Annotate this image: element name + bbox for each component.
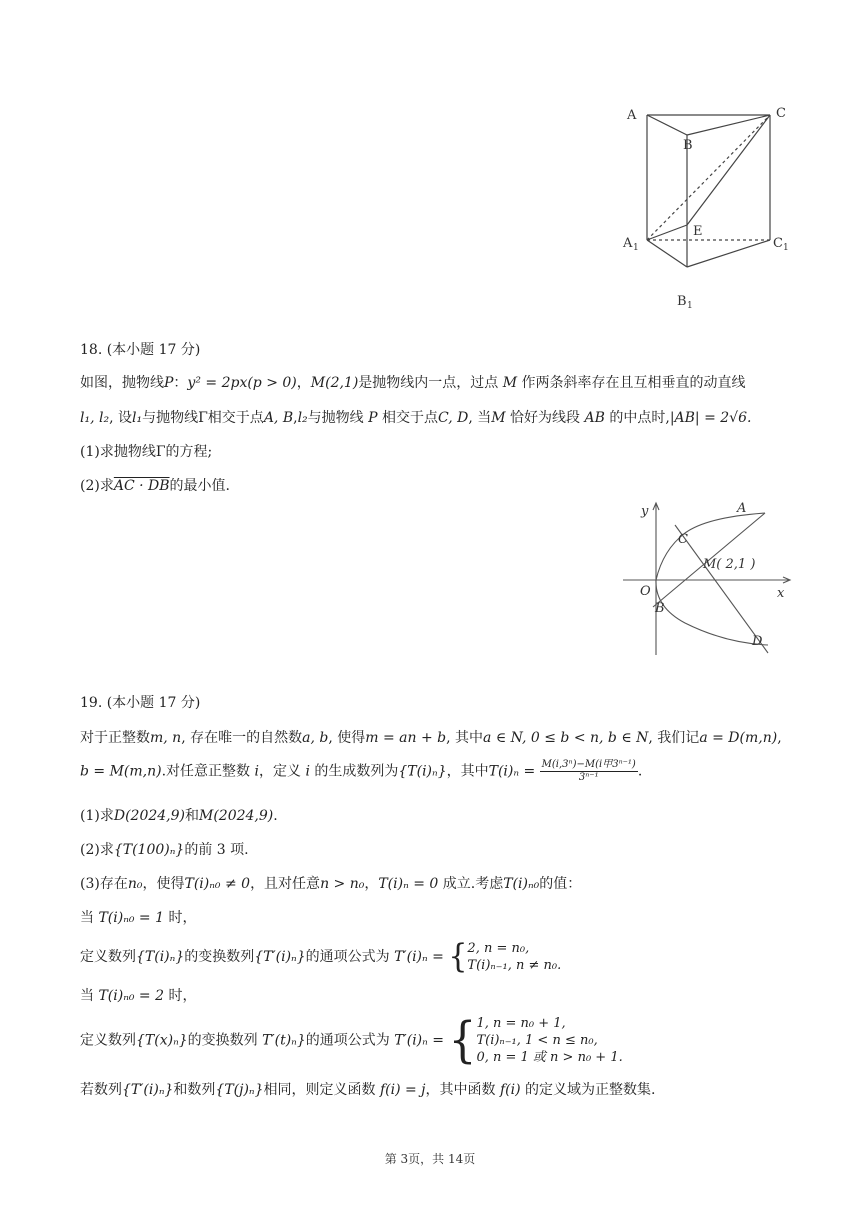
prism-label-A1-sub: 1 [633,243,639,253]
q19-header: 19. (本小题 17 分) [80,695,201,711]
vector-expression: AC · DB [113,478,170,494]
math: AB [584,410,605,426]
text: , 当 [468,410,492,426]
q19-def1 [80,937,562,976]
text: 如图，抛物线 [80,375,164,391]
math: C, D [438,410,469,426]
prism-label-C1: C [773,236,783,251]
text: , [293,410,298,426]
point-label-C: C [678,532,688,547]
math: T(i)ₙ₀ = 1 [98,910,165,926]
text: 是抛物线内一点，过点 [358,375,499,391]
math: T(i)ₙ = [488,763,536,780]
page-footer: 第 3页，共 14页 [384,1152,476,1166]
text: 的生成数列为 [314,763,399,780]
prism-label-A: A [627,108,637,123]
q19-line1 [80,728,782,748]
text: 当 [80,910,94,926]
text: , 使得 [328,730,366,746]
text: ，使得 [142,876,185,892]
text: 和数列 [173,1082,216,1098]
text: ， [364,876,379,892]
text: 的前 3 项. [184,842,249,858]
text: (2)求 [80,842,114,858]
prism-label-A1: A [623,236,633,251]
brace: { [448,937,468,976]
text: ，其中函数 [425,1082,496,1098]
point-label-D: D [752,634,763,649]
point-label-B: B [655,601,665,616]
q19-def2 [80,1011,623,1068]
text: . [273,808,278,824]
math: a, b [302,730,329,746]
math: P [164,375,174,391]
math: |AB| = 2√6. [669,410,752,426]
text: 定义数列 [80,949,136,965]
math: M [502,375,518,391]
math: T(i)ₙ₀ = 2 [98,988,165,1004]
math: M(2,1) [310,375,359,391]
math: l₁, l₂ [80,410,110,426]
math: M(2024,9) [198,808,274,824]
case-line: T(i)ₙ₋₁, n ≠ n₀. [467,958,562,973]
case-line: 0, n = 1 或 n > n₀ + 1. [476,1050,623,1065]
math: D(2024,9) [113,808,185,824]
parabola-figure [615,495,800,660]
text: 的变换数列 [184,949,255,965]
prism-label-C1-sub: 1 [783,243,789,253]
math: {T′(i)ₙ} [254,949,306,965]
case-line: 1, n = n₀ + 1, [476,1016,566,1031]
axis-label-x: x [777,586,785,601]
math: i [305,763,310,780]
math: T′(t)ₙ} [262,1032,306,1049]
text: , 存在唯一的自然数 [181,730,303,746]
text: ，定义 [258,763,301,780]
text: 的通项公式为 [305,1032,390,1049]
text: 和 [184,808,199,824]
case-line: T(i)ₙ₋₁, 1 < n ≤ n₀, [476,1033,598,1048]
point-label-A: A [737,501,747,516]
math: M [491,410,506,426]
text: , 其中 [446,730,484,746]
math: {T(j)ₙ} [215,1082,264,1098]
text: 恰好为线段 [510,410,581,426]
text: .对任意正整数 [161,763,251,780]
text: (3)存在 [80,876,128,892]
axis-label-y: y [641,504,649,519]
text: 成立.考虑 [442,876,504,892]
math: {T(100)ₙ} [113,842,185,858]
text: 与抛物线 [307,410,364,426]
prism-figure [615,95,800,315]
text: ， [296,375,311,391]
math: T′(i)ₙ = [394,949,444,965]
text: 与抛物线Γ相交于点 [142,410,264,426]
origin-label: O [640,584,651,599]
text: 的值： [539,876,582,892]
text: 的通项公式为 [305,949,390,965]
math: n₀ [127,876,143,892]
text: ： [173,375,188,391]
math: {T(x)ₙ} [136,1032,188,1049]
math: l₂ [297,410,308,426]
text: 时， [168,910,197,926]
text: ，且对任意 [250,876,321,892]
q18-part1: (1)求抛物线Γ的方程; [80,444,213,460]
text: 的中点时, [609,410,670,426]
q18-part2 [80,476,230,496]
piecewise-cases [467,940,561,974]
numerator: M(i,3ⁿ)−M(i甲3ⁿ⁻¹) [541,759,636,770]
text: . [637,763,643,780]
math: m, n [150,730,182,746]
q19-case1 [80,908,196,928]
text: , [777,730,782,746]
text: (2)求 [80,478,114,494]
q19-case2 [80,986,196,1006]
text: 作两条斜率存在且互相垂直的动直线 [521,375,746,391]
prism-label-E: E [693,224,703,239]
math: f(i) = j [379,1082,426,1098]
text: , 我们记 [648,730,700,746]
case-line: 2, n = n₀, [467,941,530,956]
math: {T(i)ₙ} [398,763,447,780]
text: 的最小值. [169,478,230,494]
fraction [540,759,638,784]
math: n > n₀ [320,876,365,892]
prism-label-B: B [683,138,693,153]
math: T′(i)ₙ = [394,1032,444,1049]
prism-label-B1-sub: 1 [687,301,693,311]
q19-part2 [80,840,249,860]
text: 若数列 [80,1082,122,1098]
q18-line1 [80,373,746,393]
math: b = M(m,n) [80,763,162,780]
math: T(i)ₙ₀ [503,876,540,892]
text: ，其中 [446,763,489,780]
q19-part1 [80,806,278,826]
q18-header: 18. (本小题 17 分) [80,342,201,358]
math: a = D(m,n) [699,730,778,746]
denominator: 3ⁿ⁻¹ [578,772,599,783]
math: a ∈ N, 0 ≤ b < n, b ∈ N [483,730,649,746]
text: (1)求 [80,808,114,824]
text: 时， [168,988,197,1004]
text: 相交于点 [382,410,438,426]
math: y² = 2px(p > 0) [187,375,297,391]
math: i [254,763,259,780]
q19-part3 [80,874,581,894]
piecewise-cases [476,1015,622,1066]
math: T(i)ₙ₀ ≠ 0 [184,876,251,892]
math: f(i) [499,1082,521,1098]
text: , 设 [109,410,132,426]
prism-label-B1: B [677,294,687,309]
text: 对于正整数 [80,730,150,746]
q19-last [80,1080,655,1100]
text: 的变换数列 [187,1032,258,1049]
math: l₁ [132,410,143,426]
q18-line2 [80,408,751,428]
text: 相同，则定义函数 [263,1082,376,1098]
text: 定义数列 [80,1032,136,1049]
q19-line2 [80,759,642,784]
math: A, B [263,410,294,426]
text: 的定义域为正整数集. [525,1082,656,1098]
math: {T′(i)ₙ} [122,1082,174,1098]
math: m = an + b [365,730,447,746]
point-label-M: M( 2,1 ) [703,557,756,572]
text: 当 [80,988,94,1004]
math: T(i)ₙ = 0 [378,876,439,892]
math: {T(i)ₙ} [136,949,185,965]
math: P [368,410,378,426]
prism-label-C: C [776,106,786,121]
brace: { [448,1011,477,1068]
